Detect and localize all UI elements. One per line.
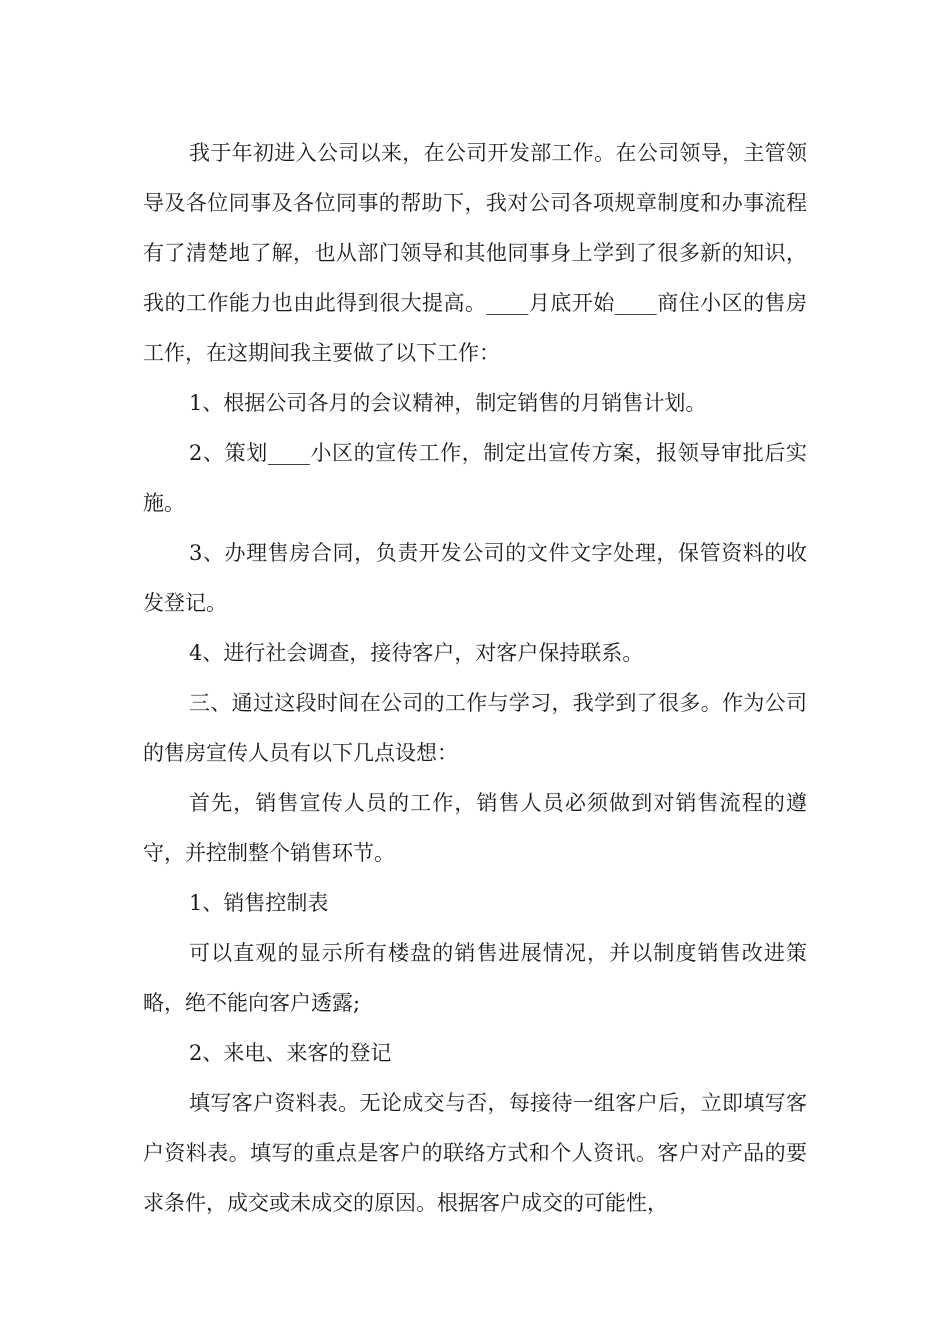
- paragraph-intro: 我于年初进入公司以来，在公司开发部工作。在公司领导，主管领导及各位同事及各位同事的帮助下，我对公司各项规章制度和办事流程有了清楚地了解，也从部门领导和其他同事身上学到了很多新的知识，我的工作能力也由此得到很大提高。____月底开始____商住小区的售房工作，在这期间我主要做了以下工作：: [143, 141, 807, 365]
- paragraph-item-4: 4、进行社会调查，接待客户，对客户保持联系。: [189, 641, 644, 665]
- paragraph-sales-control: 可以直观的显示所有楼盘的销售进展情况，并以制度销售改进策略，绝不能向客户透露;: [143, 941, 807, 1015]
- paragraph-item-1: 1、根据公司各月的会议精神，制定销售的月销售计划。: [189, 391, 707, 415]
- paragraph-item-3: 3、办理售房合同，负责开发公司的文件文字处理，保管资料的收发登记。: [143, 541, 807, 615]
- paragraph-customer-form: 填写客户资料表。无论成交与否，每接待一组客户后，立即填写客户资料表。填写的重点是客户的联络方式和个人资讯。客户对产品的要求条件，成交或未成交的原因。根据客户成交的可能性，: [143, 1091, 807, 1215]
- heading-call-visitor-log: 2、来电、来客的登记: [189, 1041, 392, 1065]
- document-body: [143, 128, 807, 1228]
- heading-sales-control-table: 1、销售控制表: [189, 891, 329, 915]
- paragraph-first: 首先，销售宣传人员的工作，销售人员必须做到对销售流程的遵守，并控制整个销售环节。: [143, 791, 807, 865]
- paragraph-item-2: 2、策划____小区的宣传工作，制定出宣传方案，报领导审批后实施。: [143, 441, 807, 515]
- paragraph-section-3: 三、通过这段时间在公司的工作与学习，我学到了很多。作为公司的售房宣传人员有以下几点设想：: [143, 691, 807, 765]
